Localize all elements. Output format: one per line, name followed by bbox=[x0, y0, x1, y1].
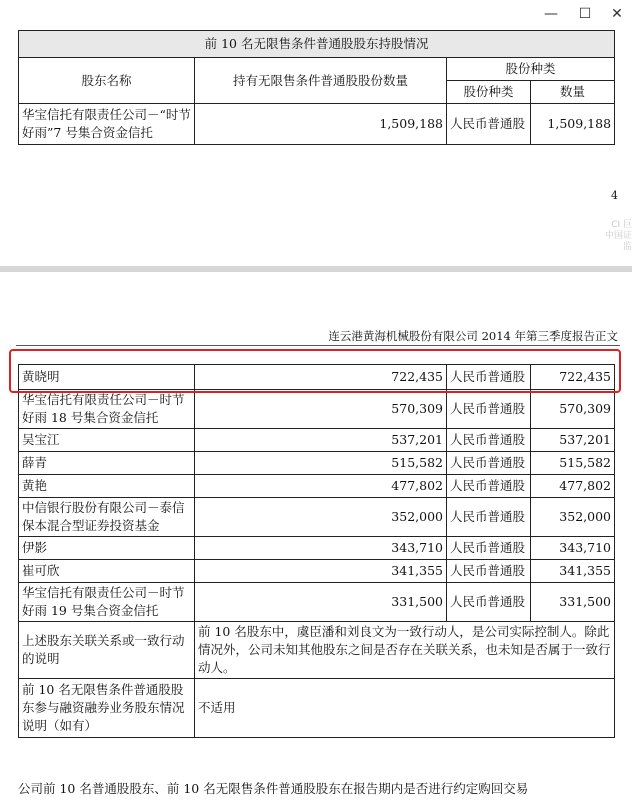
cell-quantity: 352,000 bbox=[531, 498, 615, 537]
header-share-type: 股份种类 bbox=[447, 81, 531, 104]
table-title: 前 10 名无限售条件普通股股东持股情况 bbox=[19, 31, 615, 58]
watermark-logo: CI 巨 中国证监 bbox=[604, 220, 632, 252]
highlight-box bbox=[9, 349, 621, 393]
cell-holder-name: 黄艳 bbox=[19, 475, 195, 498]
cell-holder-name: 中信银行股份有限公司－泰信保本混合型证券投资基金 bbox=[19, 498, 195, 537]
cell-quantity: 477,802 bbox=[531, 475, 615, 498]
cell-quantity: 722,435 bbox=[531, 365, 615, 390]
cell-share-type: 人民币普通股 bbox=[447, 560, 531, 583]
relation-text: 前 10 名股东中，虞臣潘和刘良文为一致行动人，是公司实际控制人。除此情况外，公司未知其他股东之间是否存在关联关系，也未知是否属于一致行动人。 bbox=[195, 622, 615, 679]
report-title: 连云港黄海机械股份有限公司 2014 年第三季度报告正文 bbox=[328, 329, 618, 343]
cell-quantity: 1,509,188 bbox=[531, 104, 615, 145]
cell-quantity: 331,500 bbox=[531, 583, 615, 622]
table-row bbox=[19, 429, 615, 452]
cell-share-type: 人民币普通股 bbox=[447, 537, 531, 560]
table-row bbox=[19, 390, 615, 429]
cell-share-type: 人民币普通股 bbox=[447, 498, 531, 537]
cell-shares: 515,582 bbox=[195, 452, 447, 475]
cell-shares: 331,500 bbox=[195, 583, 447, 622]
maximize-icon[interactable]: ☐ bbox=[578, 6, 592, 22]
cell-holder-name: 伊影 bbox=[19, 537, 195, 560]
cell-share-type: 人民币普通股 bbox=[447, 365, 531, 390]
table-row bbox=[19, 452, 615, 475]
cell-holder-name: 崔可欣 bbox=[19, 560, 195, 583]
margin-trading-row bbox=[19, 679, 615, 738]
repurchase-note: 公司前 10 名普通股股东、前 10 名无限售条件普通股股东在报告期内是否进行约定购回交易 bbox=[18, 781, 529, 796]
cell-holder-name: 黄晓明 bbox=[19, 365, 195, 390]
margin-trading-label: 前 10 名无限售条件普通股股东参与融资融券业务股东情况说明（如有） bbox=[19, 679, 195, 738]
table-row bbox=[19, 104, 615, 145]
minimize-icon[interactable]: — bbox=[544, 6, 558, 22]
holder-table-top bbox=[18, 30, 615, 145]
header-share-type-group: 股份种类 bbox=[447, 58, 615, 81]
cell-holder-name: 华宝信托有限责任公司－“时节好雨”7 号集合资金信托 bbox=[19, 104, 195, 145]
close-icon[interactable]: ✕ bbox=[611, 6, 623, 22]
table-row bbox=[19, 560, 615, 583]
relation-row bbox=[19, 622, 615, 679]
header-quantity: 数量 bbox=[531, 81, 615, 104]
cell-share-type: 人民币普通股 bbox=[447, 475, 531, 498]
cell-quantity: 343,710 bbox=[531, 537, 615, 560]
cell-shares: 537,201 bbox=[195, 429, 447, 452]
table-row bbox=[19, 475, 615, 498]
window-titlebar bbox=[0, 0, 632, 30]
cell-share-type: 人民币普通股 bbox=[447, 390, 531, 429]
header-holder-name: 股东名称 bbox=[19, 58, 195, 104]
cell-shares: 343,710 bbox=[195, 537, 447, 560]
cell-holder-name: 华宝信托有限责任公司－时节好雨 19 号集合资金信托 bbox=[19, 583, 195, 622]
cell-shares: 1,509,188 bbox=[195, 104, 447, 145]
cell-quantity: 570,309 bbox=[531, 390, 615, 429]
table-row bbox=[19, 537, 615, 560]
cell-holder-name: 薛青 bbox=[19, 452, 195, 475]
document-page-1 bbox=[0, 30, 632, 266]
cell-share-type: 人民币普通股 bbox=[447, 429, 531, 452]
table-row bbox=[19, 583, 615, 622]
header-shares: 持有无限售条件普通股股份数量 bbox=[195, 58, 447, 104]
cell-quantity: 515,582 bbox=[531, 452, 615, 475]
header-divider bbox=[16, 345, 620, 346]
table-row bbox=[19, 498, 615, 537]
cell-holder-name: 吴宝江 bbox=[19, 429, 195, 452]
cell-shares: 341,355 bbox=[195, 560, 447, 583]
cell-quantity: 341,355 bbox=[531, 560, 615, 583]
relation-label: 上述股东关联关系或一致行动的说明 bbox=[19, 622, 195, 679]
cell-shares: 477,802 bbox=[195, 475, 447, 498]
cell-holder-name: 华宝信托有限责任公司－时节好雨 18 号集合资金信托 bbox=[19, 390, 195, 429]
margin-trading-text: 不适用 bbox=[195, 679, 615, 738]
cell-share-type: 人民币普通股 bbox=[447, 583, 531, 622]
cell-quantity: 537,201 bbox=[531, 429, 615, 452]
holder-table-bottom bbox=[18, 364, 615, 738]
page-number: 4 bbox=[611, 189, 618, 202]
cell-share-type: 人民币普通股 bbox=[447, 452, 531, 475]
cell-shares: 722,435 bbox=[195, 365, 447, 390]
cell-shares: 570,309 bbox=[195, 390, 447, 429]
cell-share-type: 人民币普通股 bbox=[447, 104, 531, 145]
cell-shares: 352,000 bbox=[195, 498, 447, 537]
